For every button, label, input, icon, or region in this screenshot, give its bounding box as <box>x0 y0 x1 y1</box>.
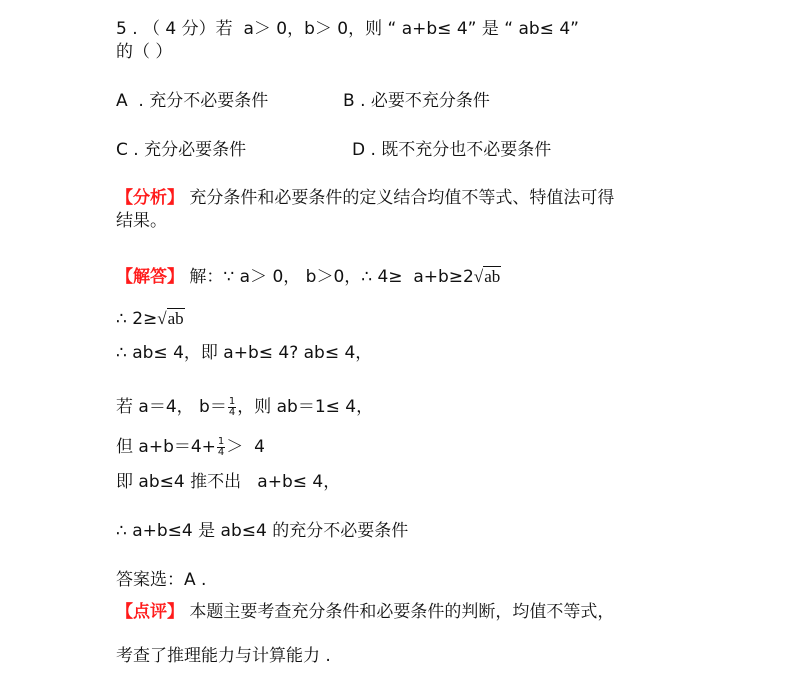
solution-text-1: 解：∵ a＞ 0， b＞0，∴ 4≥ a+b≥2 <box>184 267 474 287</box>
answer-choice: 答案选：A . <box>116 570 207 590</box>
sqrt-ab-2: √ab <box>157 309 184 328</box>
fraction-one-quarter: $\frac{1}{4}$ <box>217 435 225 458</box>
solution-tag: 【解答】 <box>116 267 184 287</box>
question-line-1: 5 . （ 4 分）若 a＞ 0，b＞ 0，则 “ a+b≤ 4” 是 “ ab≤ 4” <box>116 19 579 39</box>
analysis-line-1 <box>116 187 614 209</box>
question-line-2: 的（ ） <box>116 42 173 62</box>
comment-line-2: 考查了推理能力与计算能力 . <box>116 646 331 666</box>
analysis-text-1: 充分条件和必要条件的定义结合均值不等式、特值法可得 <box>184 188 615 208</box>
option-a: A . 充分不必要条件 <box>116 91 269 111</box>
comment-tag: 【点评】 <box>116 602 184 622</box>
solution-line-6: 即 ab≤4 推不出 a+b≤ 4， <box>116 472 341 492</box>
sqrt-ab-1: √ab <box>473 267 501 286</box>
analysis-line-2: 结果。 <box>116 211 167 231</box>
option-d: D . 既不充分也不必要条件 <box>352 140 552 160</box>
comment-line-1: 【点评】 本题主要考查充分条件和必要条件的判断，均值不等式， <box>116 602 615 622</box>
solution-conclusion: ∴ a+b≤4 是 ab≤4 的充分不必要条件 <box>116 521 409 541</box>
option-b: B . 必要不充分条件 <box>343 91 490 111</box>
solution-line-4: 若 a＝4， b＝ $\frac{1}{4}$ ，则 ab＝1≤ 4， <box>116 395 374 418</box>
solution-line-2: ∴ 2≥√ab <box>116 309 184 329</box>
solution-line-1 <box>116 266 501 288</box>
analysis-tag: 【分析】 <box>116 188 184 208</box>
fraction-one-quarter: $\frac{1}{4}$ <box>228 395 236 418</box>
option-c: C . 充分必要条件 <box>116 140 247 160</box>
solution-line-3: ∴ ab≤ 4，即 a+b≤ 4? ab≤ 4， <box>116 343 373 363</box>
solution-line-5: 但 a+b＝4+ $\frac{1}{4}$ ＞ 4 <box>116 435 265 458</box>
